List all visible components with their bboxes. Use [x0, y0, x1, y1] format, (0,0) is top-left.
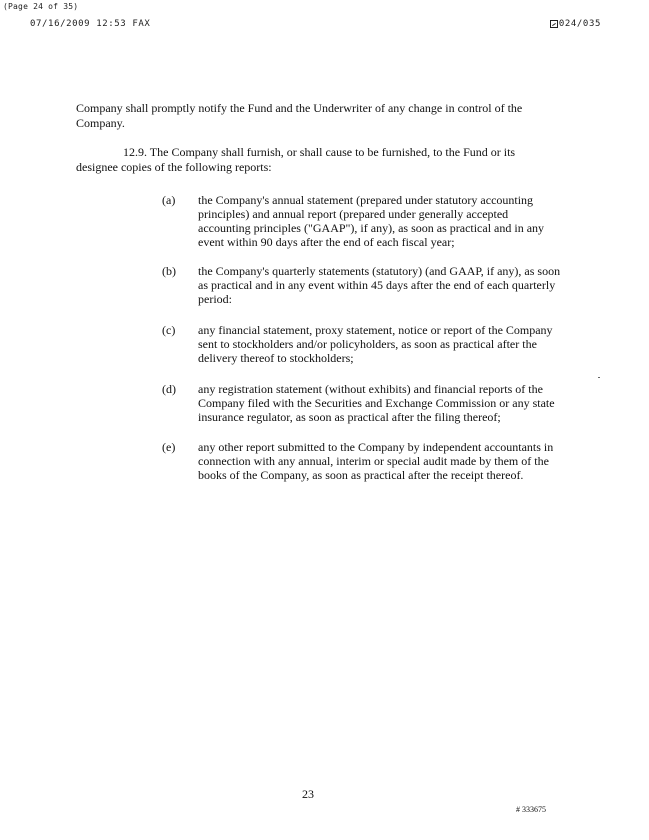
list-item-marker: (c) [162, 323, 176, 337]
report-item-c [162, 323, 562, 365]
page-number: 23 [302, 787, 314, 801]
fax-icon [550, 20, 558, 28]
list-item-marker: (a) [162, 193, 176, 207]
section-12-9-paragraph [76, 145, 558, 175]
list-item-text: any other report submitted to the Company by independent accountants in connection with any annual, interim or special audit made by them of the books of the Company, as soon as practical after the receipt thereof. [198, 440, 554, 482]
list-item-text: any registration statement (without exhibits) and financial reports of the Company filed with the Securities and Exchange Commission or any state insurance regulator, as soon as practical after the filing thereof; [198, 382, 555, 424]
list-item-marker: (b) [162, 264, 176, 278]
list-item-marker: (d) [162, 382, 176, 396]
report-item-d [162, 382, 562, 424]
section-text: The Company shall furnish, or shall cause to be furnished, to the Fund or its designee copies of the following reports: [76, 145, 516, 174]
intro-paragraph: Company shall promptly notify the Fund and the Underwriter of any change in control of the Company. [76, 101, 523, 130]
list-item-text: any financial statement, proxy statement, notice or report of the Company sent to stockholders and/or policyholders, as soon as practical after the delivery thereof to stockholders; [198, 323, 553, 365]
report-item-b [162, 264, 562, 306]
fax-page-counter: (Page 24 of 35) [3, 2, 79, 11]
report-item-a [162, 193, 562, 249]
section-number: 12.9. [123, 145, 147, 159]
list-item-text: the Company's annual statement (prepared under statutory accounting principles) and annual report (prepared under generally accepted accounting principles ("GAAP"), if any), as soon as practical and in any event within 90 days after the end of each fiscal year; [198, 193, 545, 249]
fax-datetime: 07/16/2009 12:53 FAX [30, 19, 151, 29]
scan-speck [598, 377, 600, 378]
fax-page-count-text: 024/035 [558, 19, 601, 29]
fax-page-count [550, 19, 601, 29]
list-item-marker: (e) [162, 440, 176, 454]
list-item-text: the Company's quarterly statements (statutory) (and GAAP, if any), as soon as practical and in any event within 45 days after the end of each quarterly period: [198, 264, 561, 306]
document-id: # 333675 [516, 805, 546, 814]
report-item-e [162, 440, 562, 482]
